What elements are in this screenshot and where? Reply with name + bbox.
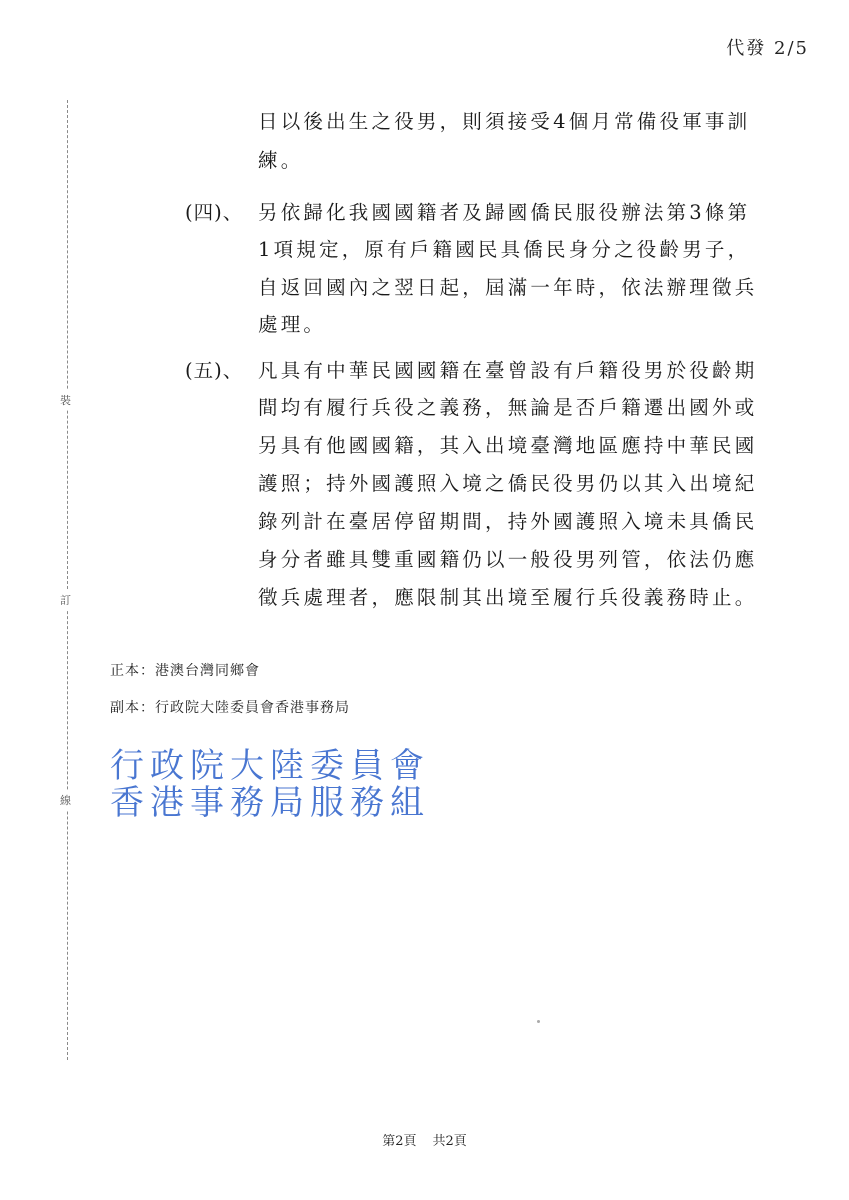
binding-char-zhuang: 裝: [60, 390, 71, 410]
stamp-line-1: 行政院大陸委員會: [110, 746, 430, 786]
item4-line: 處理。: [258, 313, 327, 336]
page-total: 共2頁: [432, 1134, 467, 1149]
item5-line: 護照；持外國護照入境之僑民役男仍以其入出境紀: [258, 472, 758, 495]
binding-char-xian: 線: [60, 790, 71, 810]
item5-marker: (五)、: [185, 359, 244, 382]
item4-marker: (四)、: [185, 201, 244, 224]
office-stamp: [110, 748, 430, 821]
item3-line: 練。: [258, 149, 304, 172]
page-number: 第2頁: [382, 1134, 417, 1149]
item5-line: 間均有履行兵役之義務，無論是否戶籍遷出國外或: [258, 396, 758, 419]
recipient-main: 正本：港澳台灣同鄉會: [110, 663, 260, 679]
stamp-line-2: 香港事務局服務組: [110, 782, 430, 823]
item5-line: 凡具有中華民國國籍在臺曾設有戶籍役男於役齡期: [258, 359, 758, 382]
item3-line: 日以後出生之役男，則須接受4個月常備役軍事訓: [258, 110, 751, 133]
page-code: 代發 2/5: [726, 38, 809, 59]
speck: [537, 1020, 540, 1023]
recipient-copy: 副本：行政院大陸委員會香港事務局: [110, 700, 350, 716]
page-footer: [0, 1130, 849, 1149]
item5-line: 身分者雖具雙重國籍仍以一般役男列管，依法仍應: [258, 548, 758, 571]
item5-line: 錄列計在臺居停留期間，持外國護照入境未具僑民: [258, 510, 758, 533]
item5-line: 徵兵處理者，應限制其出境至履行兵役義務時止。: [258, 586, 758, 609]
item4-line: 自返回國內之翌日起，屆滿一年時，依法辦理徵兵: [258, 276, 758, 299]
item5-line: 另具有他國國籍，其入出境臺灣地區應持中華民國: [258, 434, 758, 457]
binding-line: [67, 100, 68, 1060]
binding-char-ding: 訂: [60, 590, 71, 610]
item4-line: 1項規定，原有戶籍國民具僑民身分之役齡男子，: [258, 238, 751, 261]
item4-line: 另依歸化我國國籍者及歸國僑民服役辦法第3條第: [258, 201, 751, 224]
